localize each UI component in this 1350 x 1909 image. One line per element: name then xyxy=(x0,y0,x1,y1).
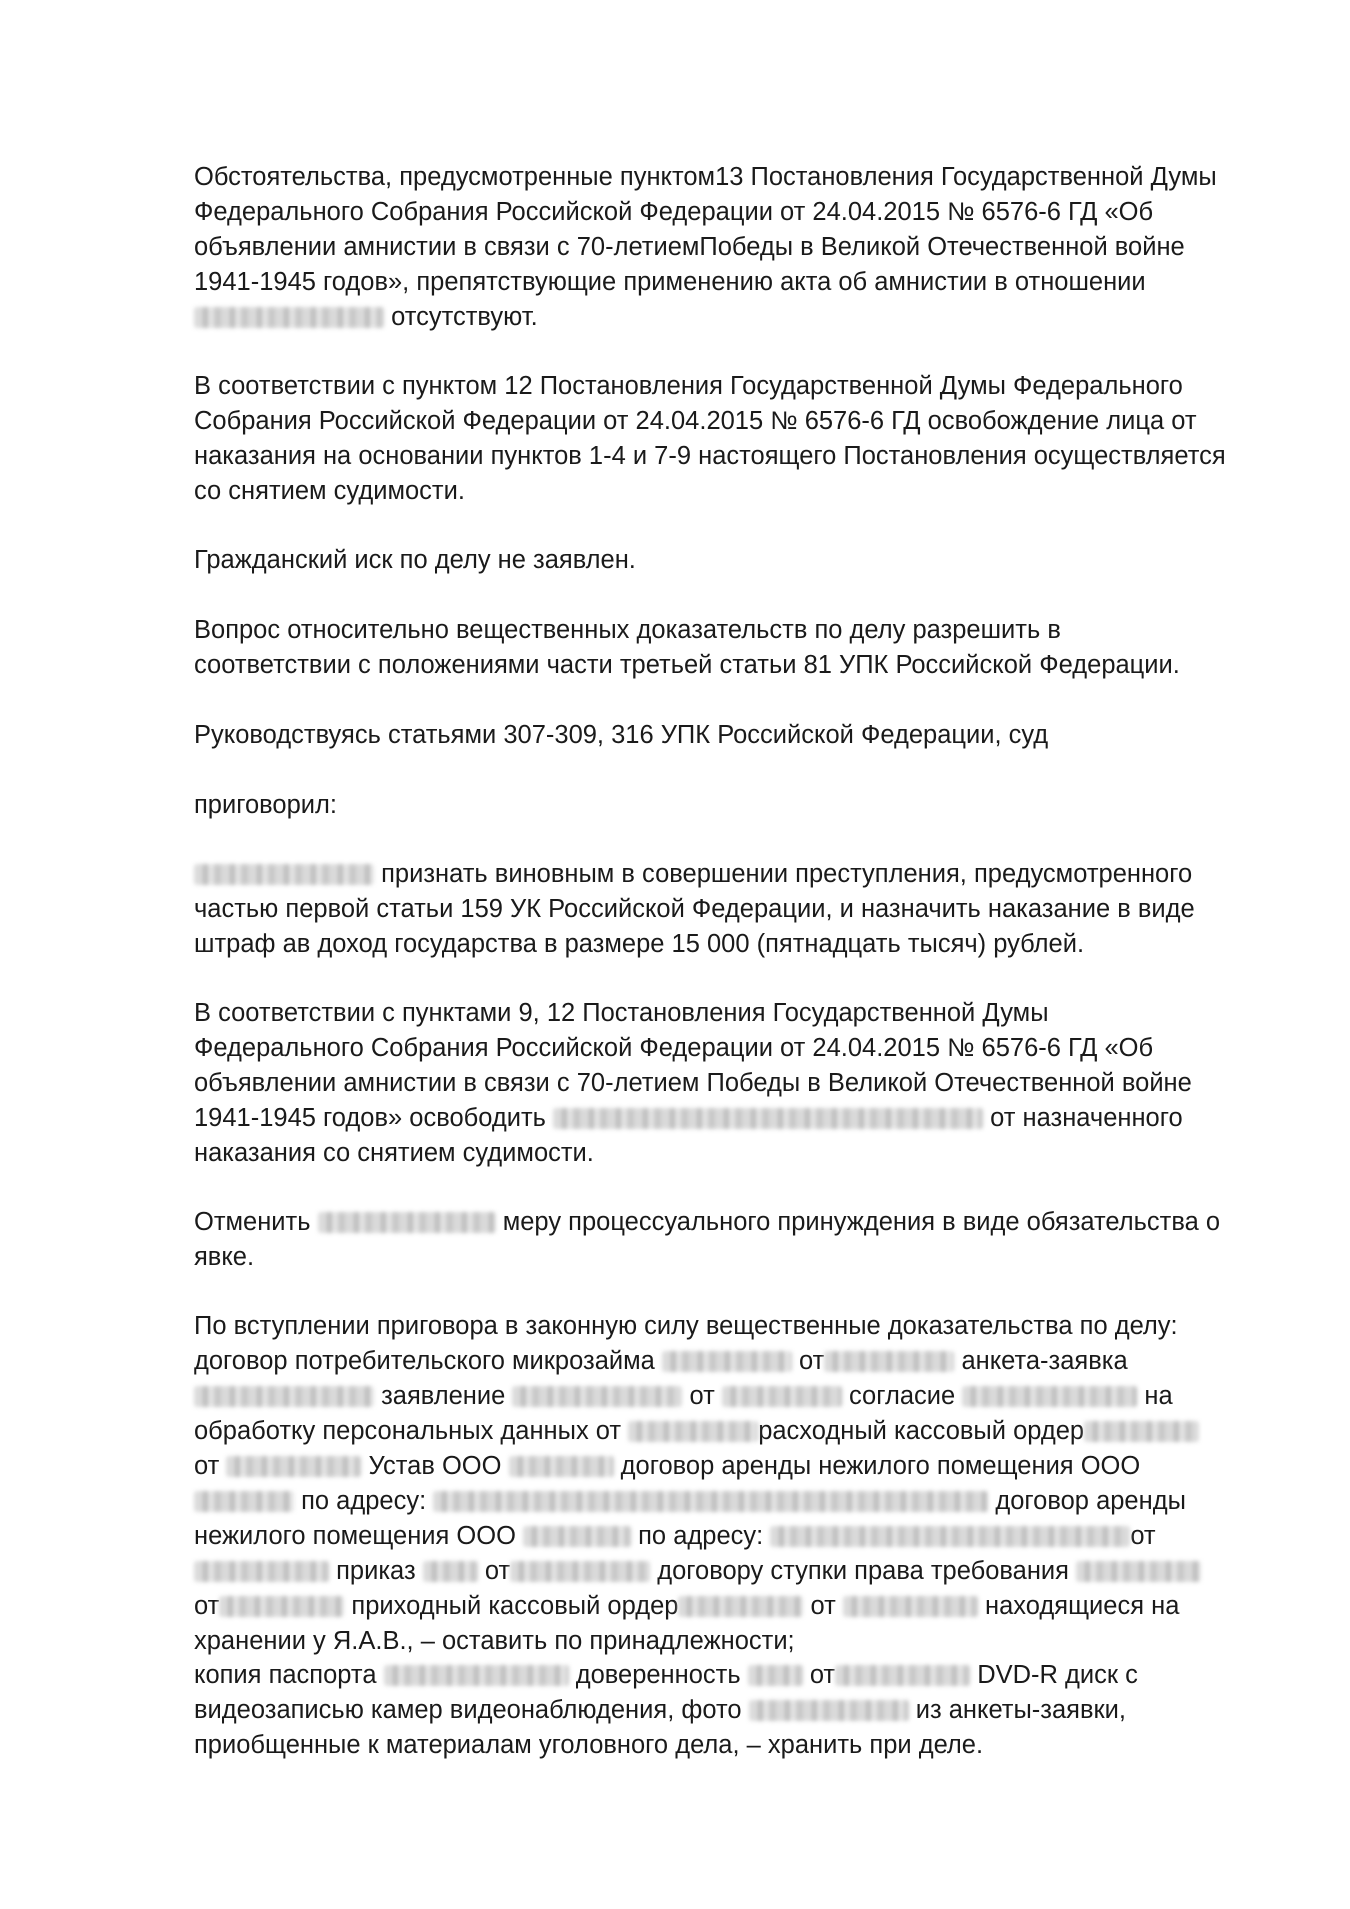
redacted-date xyxy=(824,1351,954,1372)
text-line xyxy=(194,1449,1284,1484)
text-fragment: от xyxy=(194,1452,220,1480)
paragraph-evidence-list xyxy=(194,1309,1284,1659)
redacted-company xyxy=(523,1526,631,1547)
text-fragment: нежилого помещения ООО xyxy=(194,1522,516,1550)
text-line xyxy=(194,1205,1284,1240)
text-line: хранении у Я.А.В., – оставить по принадлежности; xyxy=(194,1627,795,1655)
text-line xyxy=(194,1379,1284,1414)
text-fragment: из анкеты-заявки, xyxy=(915,1696,1127,1724)
text-line xyxy=(194,1693,1284,1728)
text-line: По вступлении приговора в законную силу вещественные доказательства по делу: xyxy=(194,1312,1178,1340)
text-fragment: меру процессуального принуждения в виде обязательства о xyxy=(502,1208,1221,1236)
redacted-name xyxy=(318,1212,496,1233)
redacted-name xyxy=(553,1108,983,1129)
text-fragment: по адресу: xyxy=(638,1522,764,1550)
redacted-company xyxy=(194,1491,294,1512)
redacted-date xyxy=(843,1596,978,1617)
text-line: Федерального Собрания Российской Федерации от 24.04.2015 № 6576-6 ГД «Об xyxy=(194,198,1154,226)
text-line: явке. xyxy=(194,1243,255,1271)
text-fragment: обработку персональных данных от xyxy=(194,1417,622,1445)
redacted-name xyxy=(512,1386,682,1407)
text-line: наказания на основании пунктов 1-4 и 7-9 настоящего Постановления осуществляется xyxy=(194,442,1226,470)
redacted-address xyxy=(433,1491,988,1512)
text-line: Гражданский иск по делу не заявлен. xyxy=(194,546,636,574)
text-fragment: Отменить xyxy=(194,1208,311,1236)
redacted-name xyxy=(384,1665,569,1686)
redacted-date xyxy=(194,1561,329,1582)
paragraph-release xyxy=(194,996,1284,1171)
redacted-date xyxy=(722,1386,842,1407)
paragraph-sentenced xyxy=(194,788,1284,823)
text-line xyxy=(194,300,1284,335)
redacted-date xyxy=(510,1561,650,1582)
text-fragment: приходный кассовый ордер xyxy=(351,1592,679,1620)
text-fragment: договор аренды нежилого помещения ООО xyxy=(620,1452,1141,1480)
redacted-number xyxy=(662,1351,792,1372)
redacted-company xyxy=(509,1456,614,1477)
text-line: приобщенные к материалам уголовного дела, – хранить при деле. xyxy=(194,1731,984,1759)
text-fragment: согласие xyxy=(849,1382,956,1410)
text-fragment: признать виновным в совершении преступления, предусмотренного xyxy=(381,860,1193,888)
text-fragment: расходный кассовый ордер xyxy=(758,1417,1085,1445)
redacted-date xyxy=(628,1421,758,1442)
paragraph-cancel-measure xyxy=(194,1205,1284,1275)
redacted-date xyxy=(835,1665,970,1686)
redacted-name xyxy=(194,307,384,328)
text-fragment: отсутствуют. xyxy=(391,303,538,331)
text-line: приговорил: xyxy=(194,791,337,819)
text-fragment: 1941-1945 годов» освободить xyxy=(194,1104,546,1132)
paragraph-stored-evidence xyxy=(194,1658,1284,1763)
text-line xyxy=(194,1414,1284,1449)
redacted-number xyxy=(1084,1421,1199,1442)
redacted-date xyxy=(226,1456,361,1477)
text-fragment: анкета-заявка xyxy=(961,1347,1128,1375)
redacted-address xyxy=(770,1526,1130,1547)
paragraph-guided-by xyxy=(194,718,1284,753)
text-line: частью первой статьи 159 УК Российской Федерации, и назначить наказание в виде xyxy=(194,895,1195,923)
paragraph-amnesty-circumstances xyxy=(194,160,1284,335)
text-fragment: Устав ООО xyxy=(368,1452,502,1480)
paragraph-verdict xyxy=(194,857,1284,962)
redacted-name xyxy=(962,1386,1137,1407)
text-fragment: находящиеся на xyxy=(985,1592,1180,1620)
text-line xyxy=(194,1554,1284,1589)
paragraph-evidence-question xyxy=(194,613,1284,683)
text-fragment: от xyxy=(809,1661,836,1689)
text-line xyxy=(194,1519,1284,1554)
redacted-number xyxy=(423,1561,478,1582)
text-line: объявлении амнистии в связи с 70-летием Победы в Великой Отечественной войне xyxy=(194,1069,1192,1097)
text-line: В соответствии с пунктами 9, 12 Постановления Государственной Думы xyxy=(194,999,1049,1027)
text-line: Руководствуясь статьями 307-309, 316 УПК Российской Федерации, суд xyxy=(194,721,1049,749)
redacted-name xyxy=(194,864,374,885)
text-line: Собрания Российской Федерации от 24.04.2015 № 6576-6 ГД освобождение лица от xyxy=(194,407,1197,435)
text-line xyxy=(194,1589,1284,1624)
redacted-number xyxy=(1076,1561,1201,1582)
redacted-date xyxy=(219,1596,344,1617)
text-fragment: от xyxy=(799,1347,825,1375)
text-line: Обстоятельства, предусмотренные пунктом13 Постановления Государственной Думы xyxy=(194,163,1217,191)
text-line xyxy=(194,1101,1284,1136)
text-fragment: по адресу: xyxy=(301,1487,427,1515)
text-line: объявлении амнистии в связи с 70-летиемПобеды в Великой Отечественной войне xyxy=(194,233,1185,261)
text-fragment: видеозаписью камер видеонаблюдения, фото xyxy=(194,1696,742,1724)
text-fragment: от xyxy=(1130,1522,1156,1550)
text-fragment: на xyxy=(1144,1382,1173,1410)
text-fragment: от xyxy=(689,1382,715,1410)
text-line: В соответствии с пунктом 12 Постановления Государственной Думы Федерального xyxy=(194,372,1183,400)
paragraph-conviction-removal xyxy=(194,369,1284,509)
text-fragment: копия паспорта xyxy=(194,1661,377,1689)
text-line xyxy=(194,1658,1284,1693)
text-line: наказания со снятием судимости. xyxy=(194,1139,594,1167)
text-fragment: DVD-R диск с xyxy=(977,1661,1138,1689)
text-fragment: от xyxy=(810,1592,836,1620)
paragraph-civil-claim xyxy=(194,543,1284,578)
text-line: со снятием судимости. xyxy=(194,477,465,505)
text-line xyxy=(194,1484,1284,1519)
text-fragment: приказ xyxy=(336,1557,416,1585)
text-line: 1941-1945 годов», препятствующие применению акта об амнистии в отношении xyxy=(194,268,1146,296)
text-fragment: от xyxy=(484,1557,511,1585)
text-fragment: договору ступки права требования xyxy=(657,1557,1069,1585)
text-line: штраф ав доход государства в размере 15 000 (пятнадцать тысяч) рублей. xyxy=(194,930,1085,958)
text-fragment: от назначенного xyxy=(990,1104,1183,1132)
text-line xyxy=(194,1344,1284,1379)
text-line: Вопрос относительно вещественных доказательств по делу разрешить в xyxy=(194,616,1061,644)
text-fragment: заявление xyxy=(381,1382,506,1410)
text-line xyxy=(194,857,1284,892)
text-line: Федерального Собрания Российской Федерации от 24.04.2015 № 6576-6 ГД «Об xyxy=(194,1034,1154,1062)
text-fragment: договор потребительского микрозайма xyxy=(194,1347,655,1375)
redacted-name xyxy=(749,1700,909,1721)
text-fragment: от xyxy=(194,1592,220,1620)
text-line: соответствии с положениями части третьей статьи 81 УПК Российской Федерации. xyxy=(194,651,1180,679)
text-fragment: доверенность xyxy=(575,1661,741,1689)
text-fragment: договор аренды xyxy=(995,1487,1186,1515)
redacted-name xyxy=(194,1386,374,1407)
redacted-number xyxy=(678,1596,803,1617)
redacted-number xyxy=(748,1665,803,1686)
